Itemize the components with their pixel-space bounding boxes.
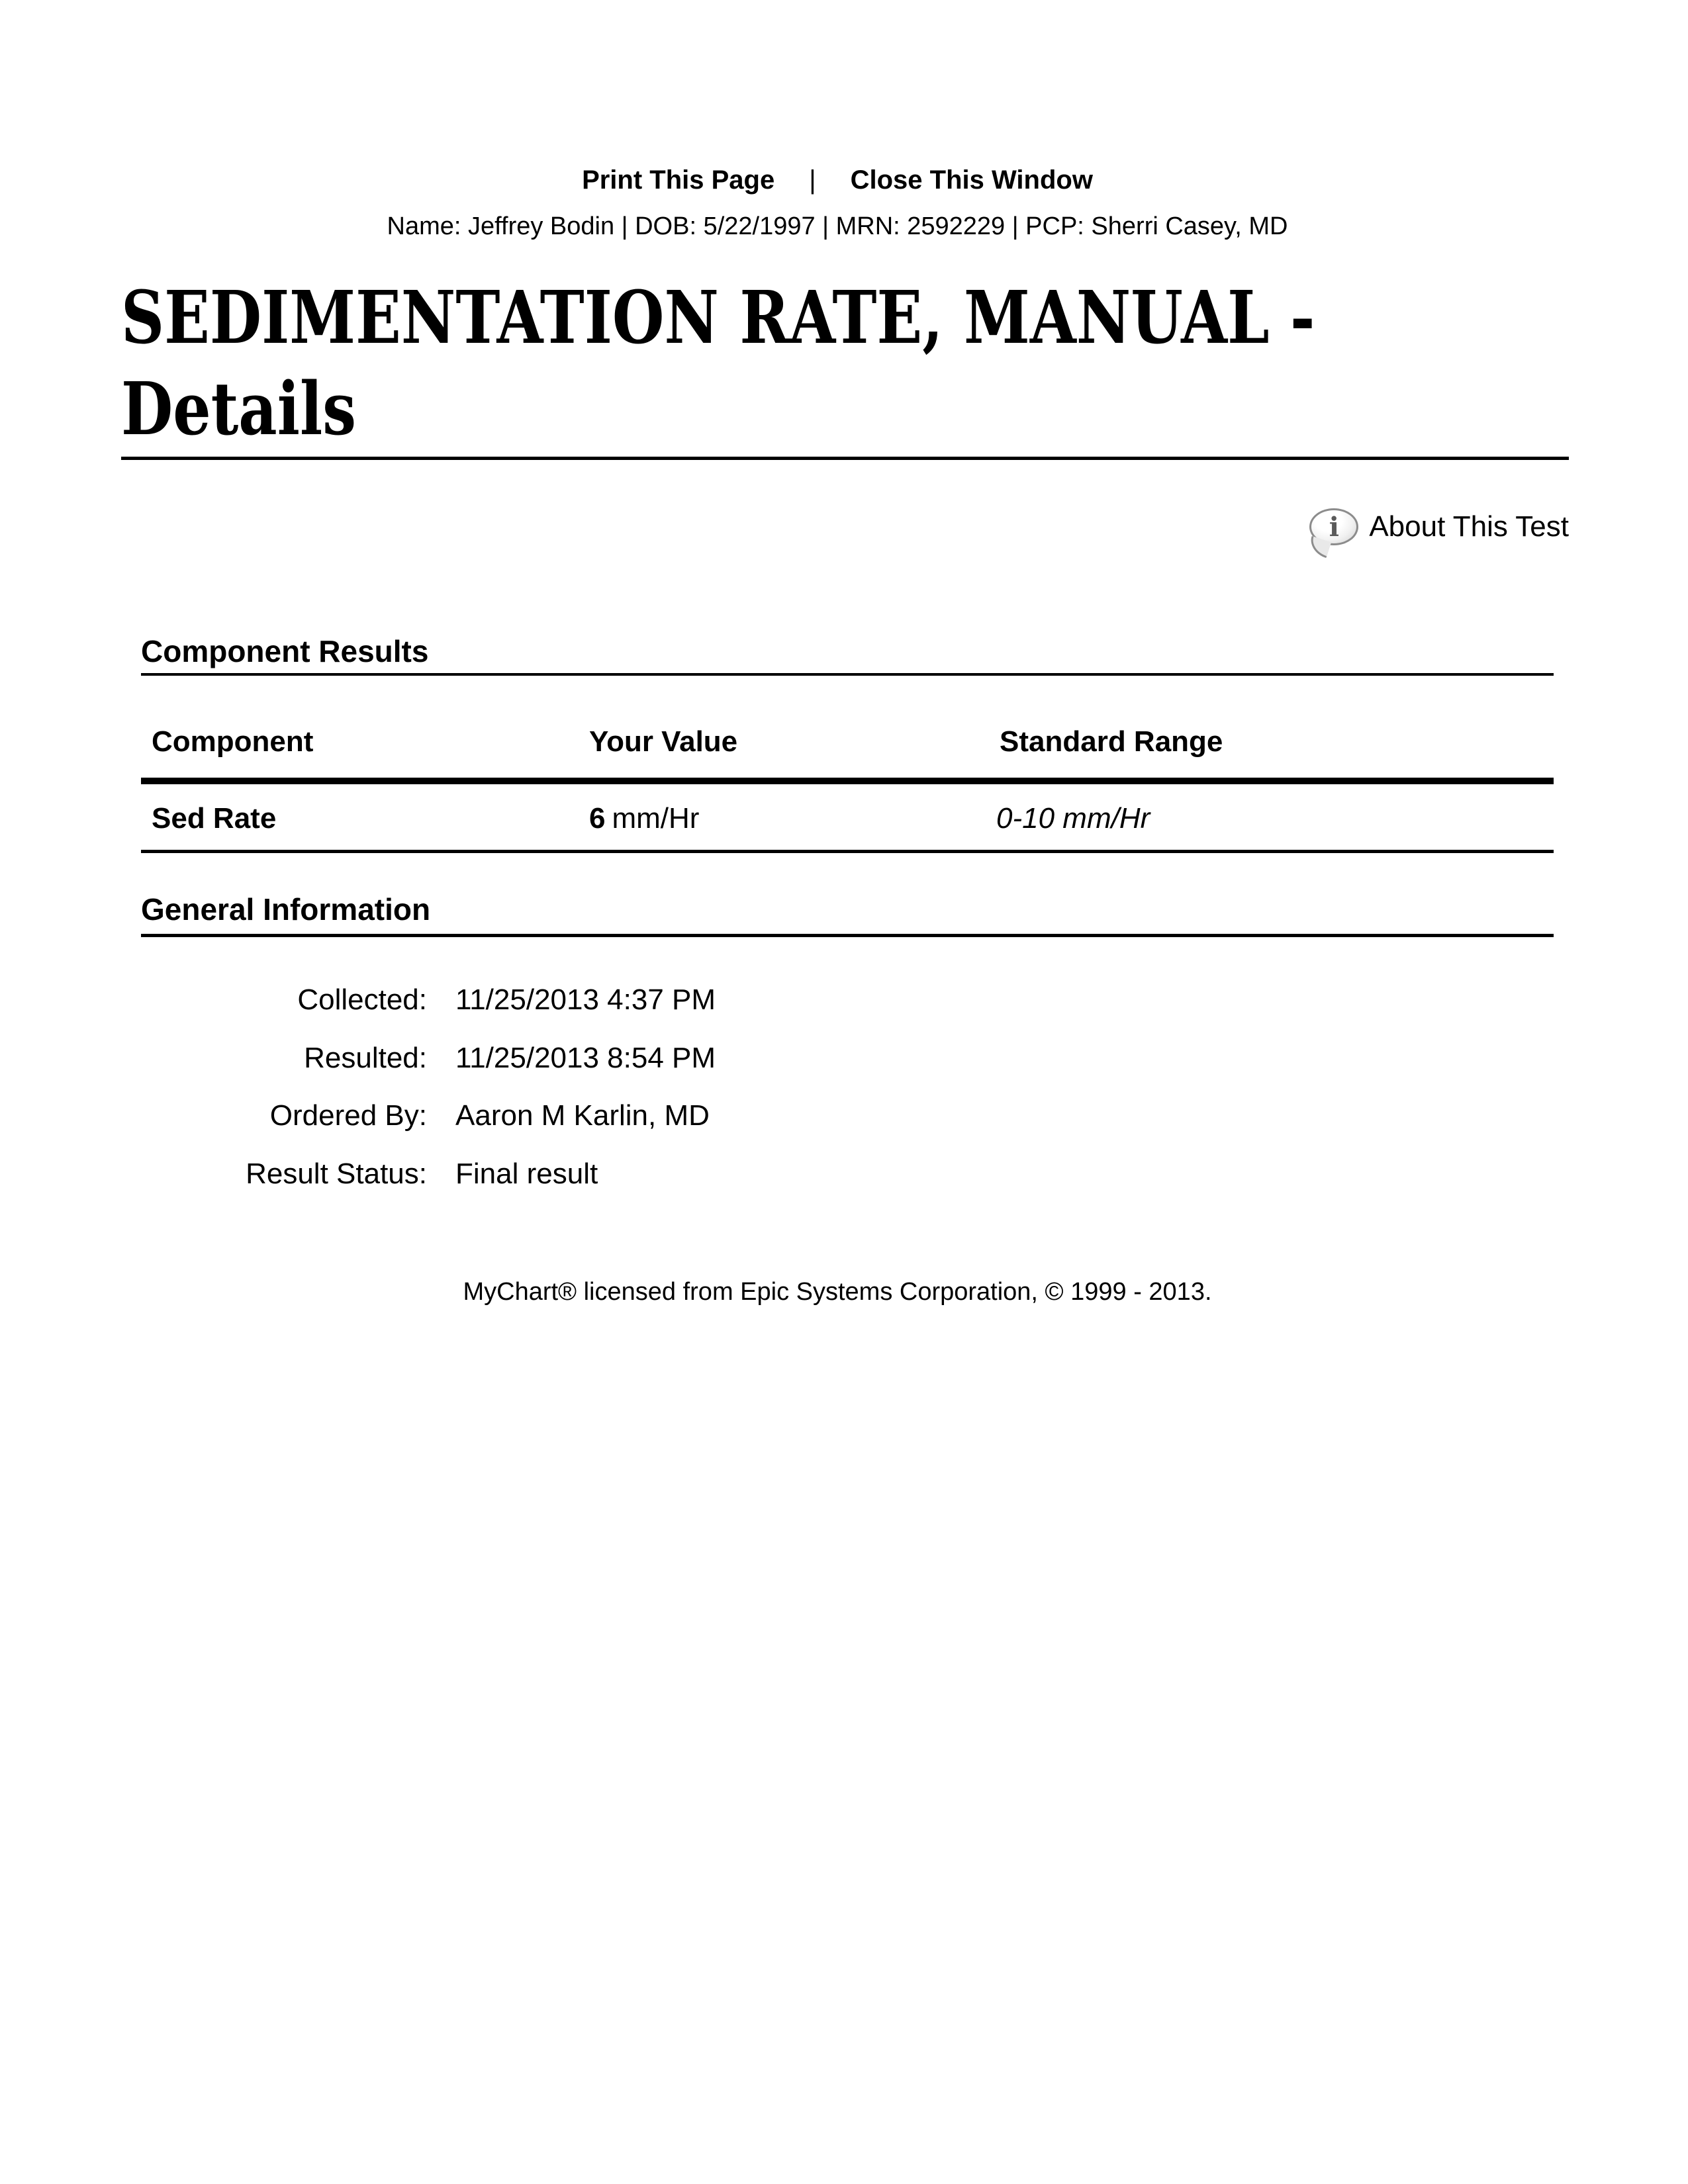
field-value-result-status: Final result [455, 1158, 598, 1190]
result-value: 6 [589, 802, 606, 835]
title-divider [121, 457, 1569, 460]
copyright-footer: MyChart® licensed from Epic Systems Corporation, © 1999 - 2013. [463, 1278, 1212, 1306]
close-this-window-link[interactable]: Close This Window [850, 165, 1093, 195]
patient-info-line: Name: Jeffrey Bodin | DOB: 5/22/1997 | MRN: 2592229 | PCP: Sherri Casey, MD [387, 212, 1288, 240]
about-this-test-label: About This Test [1369, 510, 1569, 543]
field-label-ordered-by: Ordered By: [269, 1099, 427, 1132]
general-information-heading: General Information [141, 892, 431, 927]
info-bubble-icon[interactable] [1309, 508, 1358, 545]
field-value-collected: 11/25/2013 4:37 PM [455, 983, 716, 1016]
field-value-resulted: 11/25/2013 8:54 PM [455, 1042, 716, 1074]
field-label-resulted: Resulted: [304, 1042, 427, 1074]
general-information-underline [141, 934, 1554, 937]
column-header-component: Component [152, 725, 314, 758]
table-header-rule [141, 778, 1554, 784]
field-value-ordered-by: Aaron M Karlin, MD [455, 1099, 710, 1132]
table-row-component-name: Sed Rate [152, 802, 277, 835]
field-label-collected: Collected: [297, 983, 427, 1016]
table-row-your-value [589, 802, 699, 835]
info-icon-glyph: i [1329, 512, 1339, 543]
page-title-line1: SEDIMENTATION RATE, MANUAL - [121, 275, 1315, 360]
about-this-test-link[interactable] [1258, 500, 1569, 553]
print-this-page-link[interactable]: Print This Page [582, 165, 775, 195]
component-results-underline [141, 673, 1554, 676]
window-actions [121, 164, 1554, 196]
table-row-standard-range: 0-10 mm/Hr [996, 802, 1150, 835]
component-results-heading: Component Results [141, 634, 429, 668]
column-header-your-value: Your Value [589, 725, 738, 758]
link-separator: | [809, 165, 816, 195]
field-label-result-status: Result Status: [246, 1158, 427, 1190]
page-title-line2: Details [121, 366, 357, 451]
info-bubble-tail [1307, 536, 1331, 558]
column-header-standard-range: Standard Range [1000, 725, 1223, 758]
table-bottom-rule [141, 850, 1554, 853]
result-unit: mm/Hr [612, 802, 700, 835]
